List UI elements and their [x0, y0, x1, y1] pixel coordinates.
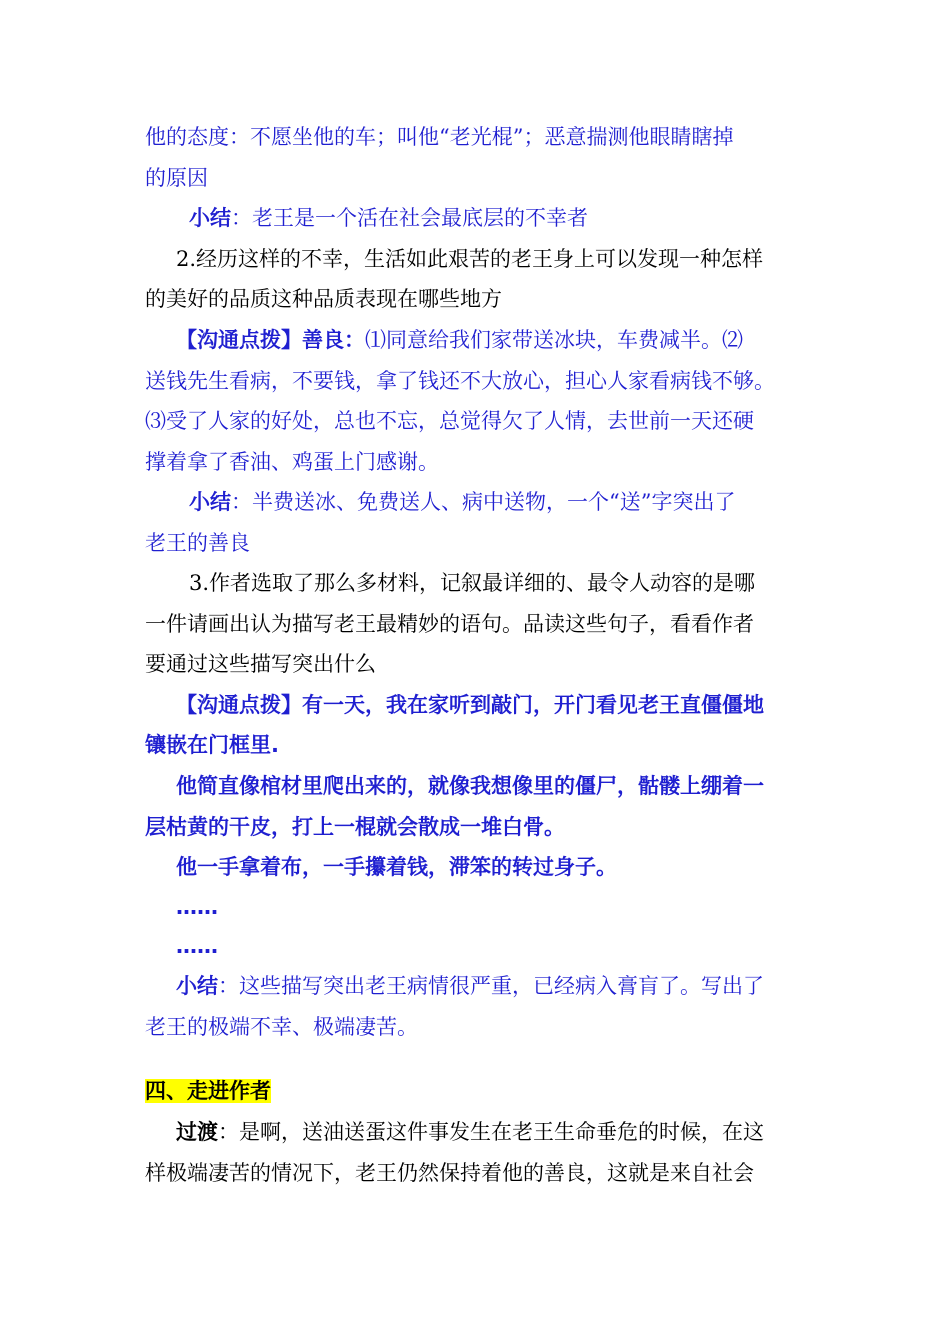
summary-text: ：老王是一个活在社会最底层的不幸者 [231, 206, 588, 230]
question-3-line-1: 3.作者选取了那么多材料，记叙最详细的、最令人动容的是哪 [189, 571, 756, 595]
question-3-line-2: 一件请画出认为描写老王最精妙的语句。品读这些句子，看看作者 [145, 612, 754, 636]
summary-label: 小结 [176, 974, 218, 998]
answer-2-line-1 [176, 325, 743, 355]
answer-3-line-4: 层枯黄的干皮，打上一棍就会散成一堆白骨。 [145, 815, 565, 839]
answer-3-line-2: 镶嵌在门框里. [145, 733, 279, 757]
transition-text: ：是啊，送油送蛋这件事发生在老王生命垂危的时候，在这 [218, 1120, 764, 1144]
transition-label: 过渡 [176, 1120, 218, 1144]
answer-3-line-3: 他简直像棺材里爬出来的，就像我想像里的僵尸，骷髅上绷着一 [176, 774, 764, 798]
transition-line-2: 样极端凄苦的情况下，老王仍然保持着他的善良，这就是来自社会 [145, 1161, 754, 1185]
summary-1 [189, 203, 588, 233]
answer-2-line-2: 送钱先生看病，不要钱，拿了钱还不大放心，担心人家看病钱不够。 [145, 369, 775, 393]
attitude-line-2: 的原因 [145, 166, 208, 190]
answer-2-line-4: 撑着拿了香油、鸡蛋上门感谢。 [145, 450, 439, 474]
summary-3-line-2: 老王的极端不幸、极端凄苦。 [145, 1015, 418, 1039]
summary-text: ：这些描写突出老王病情很严重，已经病入膏肓了。写出了 [218, 974, 764, 998]
summary-2-line-2: 老王的善良 [145, 531, 250, 555]
summary-label: 小结 [189, 206, 231, 230]
section-heading [145, 1076, 271, 1106]
ellipsis-2: …… [176, 934, 218, 958]
summary-label: 小结 [189, 490, 231, 514]
summary-3 [176, 971, 764, 1001]
answer-2-line-3: ⑶受了人家的好处，总也不忘，总觉得欠了人情，去世前一天还硬 [145, 409, 754, 433]
section-heading-text: 四、走进作者 [145, 1079, 271, 1103]
summary-text: ：半费送冰、免费送人、病中送物，一个“送”字突出了 [231, 490, 736, 514]
attitude-line-1: 他的态度：不愿坐他的车；叫他“老光棍”；恶意揣测他眼睛瞎掉 [145, 125, 734, 149]
question-2-line-1: 2.经历这样的不幸，生活如此艰苦的老王身上可以发现一种怎样 [176, 247, 764, 271]
answer-label: 【沟通点拨】善良： [176, 328, 365, 352]
question-3-line-3: 要通过这些描写突出什么 [145, 652, 376, 676]
summary-2 [189, 487, 735, 517]
transition-line-1 [176, 1117, 764, 1147]
question-2-line-2: 的美好的品质这种品质表现在哪些地方 [145, 287, 502, 311]
answer-3-line-1: 【沟通点拨】有一天，我在家听到敲门，开门看见老王直僵僵地 [176, 693, 764, 717]
ellipsis-1: …… [176, 895, 218, 919]
answer-3-line-5: 他一手拿着布，一手攥着钱，滞笨的转过身子。 [176, 855, 617, 879]
answer-text: ⑴同意给我们家带送冰块，车费减半。⑵ [365, 328, 743, 352]
